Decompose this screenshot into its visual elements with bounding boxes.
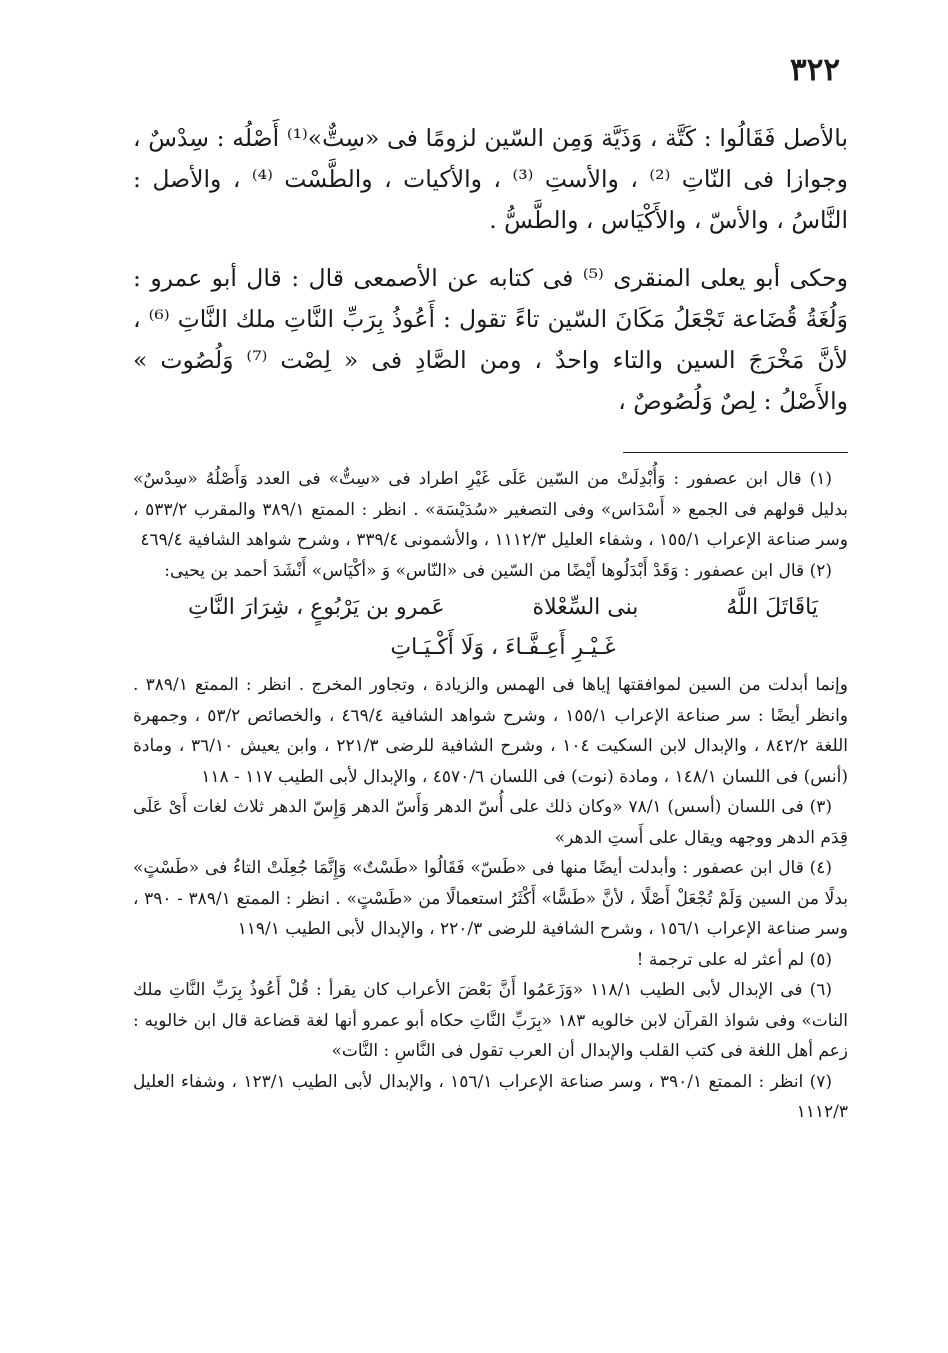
footnote-divider [623, 452, 848, 453]
poem-line-1 [188, 588, 818, 628]
body-paragraph-2: وحكى أبو يعلى المنقرى ⁽⁵⁾ فى كتابه عن الأصمعى قال : قال أبو عمرو : وَلُغَةُ قُضَاعة تَجْعَلُ مَكَانَ السّين تاءً تقول : أَعُوذُ بِرَبِّ النَّاتِ ملك النَّاتِ ⁽⁶⁾ ، لأنَّ مَخْرَجَ السين والتاء واحدٌ ، ومن الصَّادِ فى « لِصْت ⁽⁷⁾ وَلُصُوت » والأَصْلُ : لِصٌ وَلُصُوصٌ ، [133, 264, 849, 415]
page-number: ٣٢٢ [790, 52, 840, 88]
poem-line-2 [188, 628, 818, 668]
footnote-2-intro: (٢) قال ابن عصفور : وَقَدْ أَبْدَلُوها أَيْضًا من السّين فى «النّاس» وَ «أكْيَاس» أَنْشَدَ أحمد بن يحيى: [164, 560, 832, 581]
poem-verse [188, 588, 818, 668]
poem-hemistich: يَاقَاتَلَ اللَّهُ [726, 595, 818, 620]
footnote-7: (٧) انظر : الممتع ٣٩٠/١ ، وسر صناعة الإعراب ١٥٦/١ ، والإبدال لأبى الطيب ١٢٣/١ ، وشفاء العليل ١١١٢/٣ [133, 1071, 848, 1122]
poem-hemistich: عَمرو بن يَرْبُوعٍ ، شِرَارَ النَّاتِ [188, 595, 445, 620]
footnote-6: (٦) فى الإبدال لأبى الطيب ١١٨/١ «وَزَعَمُوا أَنَّ بَعْضَ الأعراب كان يقرأ : قُلْ أَعُوذُ بِرَبِّ النَّاتِ ملك النات» وفى شواذ القرآن لابن خالويه ١٨٣ «بِرَبِّ النَّاتِ حكاه أبو عمرو أنها لغة قضاعة قال ابن خالويه : زعم أهل اللغة فى كتب القلب والإبدال أن العرب تقول فى النَّاسِ : النَّات» [133, 980, 848, 1061]
main-text [133, 118, 848, 439]
footnote-1: (١) قال ابن عصفور : وَأُبْدِلَتْ من السّين عَلَى غَيْرِ اطراد فى «سِتٌّ» فى العدد وَأَصْلُهُ «سِدْسٌ» بدليل قولهم فى الجمع « أَسْدَاس» وفى التصغير «سُدَيْسَة» . انظر : الممتع ٣٨٩/١ والمقرب ٥٣٣/٢ ، وسر صناعة الإعراب ١٥٥/١ ، وشفاء العليل ١١١٢/٣ ، والأشمونى ٣٣٩/٤ ، وشرح شواهد الشافية ٤٦٩/٤ [133, 469, 849, 550]
footnote-4: (٤) قال ابن عصفور : وأبدلت أيضًا منها فى «طَسّ» فَقَالُوا «طَسْتٌ» وَإِنَّمَا جُعِلَتْ التاءُ فى «طَسْتٍ» بدلًا من السين وَلَمْ تُجْعَلْ أَصْلًا ، لأنَّ «طَسًّا» أَكْثَرُ استعمالًا من «طَسْتٍ» . انظر : الممتع ٣٨٩/١ - ٣٩٠ ، وسر صناعة الإعراب ١٥٦/١ ، وشرح الشافية للرضى ٢٢٠/٣ ، والإبدال لأبى الطيب ١١٩/١ [133, 858, 848, 939]
body-paragraph-1: بالأصل فَقَالُوا : كَتَّة ، وَذَيَّة وَمِن السّين لزومًا فى «سِتٌّ»⁽¹⁾ أَصْلُه : سِدْسٌ ، وجوازا فى النّاتِ ⁽²⁾ ، والأستِ ⁽³⁾ ، والأكيات ، والطَّسْت ⁽⁴⁾ ، والأصل : النَّاسُ ، والأسّ ، والأَكْيَاس ، والطَّسُّ . [133, 124, 849, 234]
footnote-2-continuation: وإنما أبدلت من السين لموافقتها إياها فى الهمس والزيادة ، وتجاور المخرج . انظر : الممتع ٣٨٩/١ . وانظر أيضًا : سر صناعة الإعراب ١٥٥/١ ، وشرح شواهد الشافية ٤٦٩/٤ ، والخصائص ٥٣/٢ ، وجمهرة اللغة ٨٤٢/٢ ، والإبدال لابن السكيت ١٠٤ ، وشرح الشافية للرضى ٢٢١/٣ ، وابن يعيش ٣٦/١٠ ، ومادة (أنس) فى اللسان ١٤٨/١ ، ومادة (نوت) فى اللسان ٤٥٧٠/٦ ، والإبدال لأبى الطيب ١١٧ - ١١٨ [133, 675, 849, 787]
poem-hemistich: بنى السِّعْلاة [532, 595, 639, 620]
footnote-5: (٥) لم أعثر له على ترجمة ! [636, 949, 832, 970]
poem-hemistich: غَـيْـرِ أَعِـفَّـاءَ ، وَلَا أَكْـيَـاتِ [390, 635, 616, 660]
footnote-3: (٣) فى اللسان (أسس) ٧٨/١ «وكان ذلك على أُسّ الدهر وَأَسّ الدهر وَإِسّ الدهر ثلاث لغات أَىْ عَلَى قِدَم الدهر ووجهه ويقال على أَستِ الدهر» [133, 797, 848, 848]
footnotes [133, 464, 848, 1128]
